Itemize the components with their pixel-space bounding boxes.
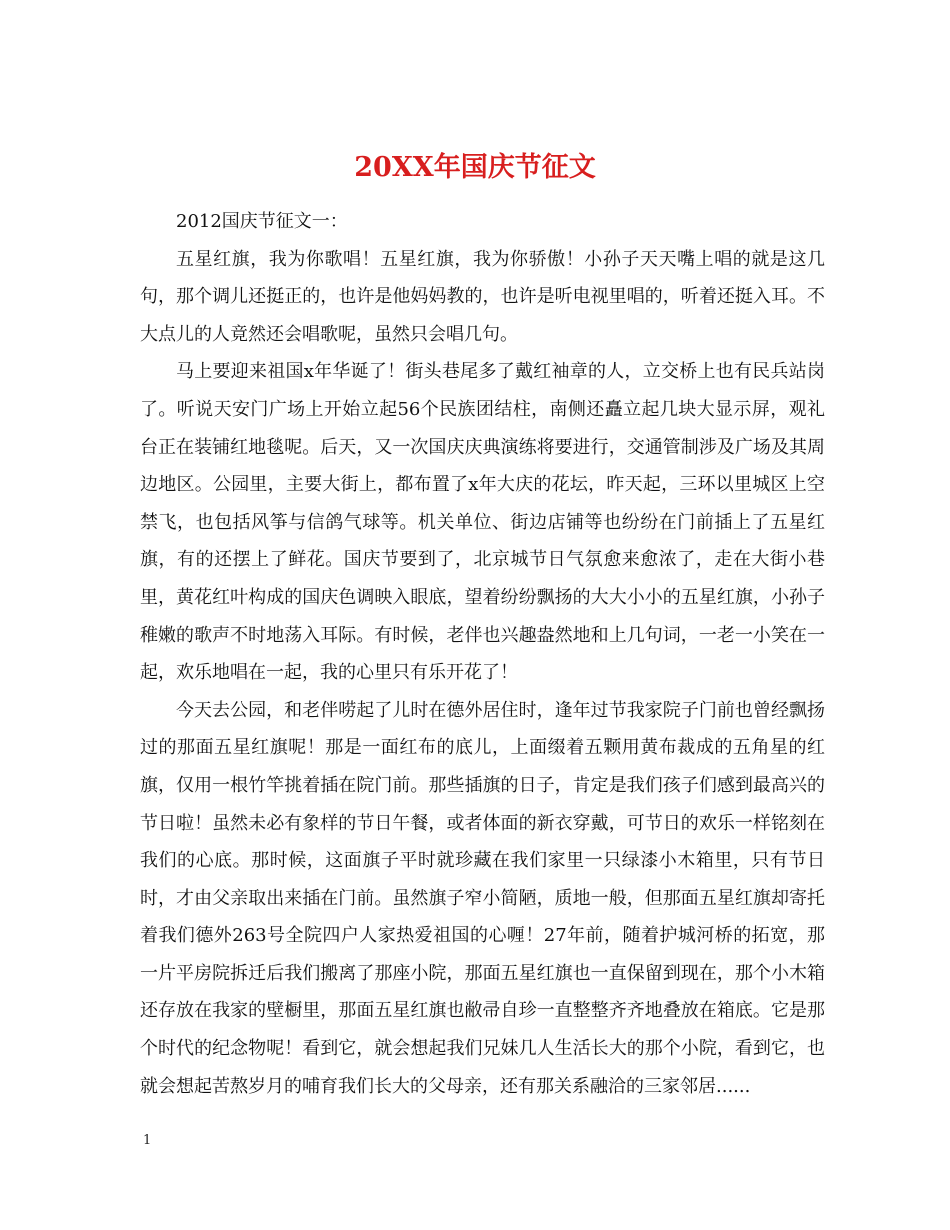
paragraph-heading: 2012国庆节征文一：	[176, 211, 348, 232]
paragraph: 马上要迎来祖国x年华诞了！街头巷尾多了戴红袖章的人，立交桥上也有民兵站岗了。听说天安门广场上开始立起56个民族团结柱，南侧还矗立起几块大显示屏，观礼台正在装铺红地毯呢。后天，又一次国庆庆典演练将要进行，交通管制涉及广场及其周边地区。公园里，主要大街上，都布置了x年大庆的花坛，昨天起，三环以里城区上空禁飞，也包括风筝与信鸽气球等。机关单位、街边店铺等也纷纷在门前插上了五星红旗，有的还摆上了鲜花。国庆节要到了，北京城节日气氛愈来愈浓了，走在大街小巷里，黄花红叶构成的国庆色调映入眼底，望着纷纷飘扬的大大小小的五星红旗，小孙子稚嫩的歌声不时地荡入耳际。有时候，老伴也兴趣盎然地和上几句词，一老一小笑在一起，欢乐地唱在一起，我的心里只有乐开花了！	[140, 361, 825, 684]
paragraph: 今天去公园，和老伴唠起了儿时在德外居住时，逢年过节我家院子门前也曾经飘扬过的那面五星红旗呢！那是一面红布的底儿，上面缀着五颗用黄布裁成的五角星的红旗，仅用一根竹竿挑着插在院门前。那些插旗的日子，肯定是我们孩子们感到最高兴的节日啦！虽然未必有象样的节日午餐，或者体面的新衣穿戴，可节日的欢乐一样铭刻在我们的心底。那时候，这面旗子平时就珍藏在我们家里一只绿漆小木箱里，只有节日时，才由父亲取出来插在门前。虽然旗子窄小简陋，质地一般，但那面五星红旗却寄托着我们德外263号全院四户人家热爱祖国的心喱！27年前，随着护城河桥的拓宽，那一片平房院拆迁后我们搬离了那座小院，那面五星红旗也一直保留到现在，那个小木箱还存放在我家的壁橱里，那面五星红旗也敝帚自珍一直整整齐齐地叠放在箱底。它是那个时代的纪念物呢！看到它，就会想起我们兄妹几人生活长大的那个小院，看到它，也就会想起苦熬岁月的哺育我们长大的父母亲，还有那关系融洽的三家邻居......	[140, 699, 825, 1097]
paragraph: 五星红旗，我为你歌唱！五星红旗，我为你骄傲！小孙子天天嘴上唱的就是这几句，那个调儿还挺正的，也许是他妈妈教的，也许是听电视里唱的，听着还挺入耳。不大点儿的人竟然还会唱歌呢，虽然只会唱几句。	[140, 248, 825, 345]
page-number: 1	[143, 1133, 152, 1148]
page-title: 20XX年国庆节征文	[354, 152, 596, 184]
document-body	[140, 203, 825, 1105]
